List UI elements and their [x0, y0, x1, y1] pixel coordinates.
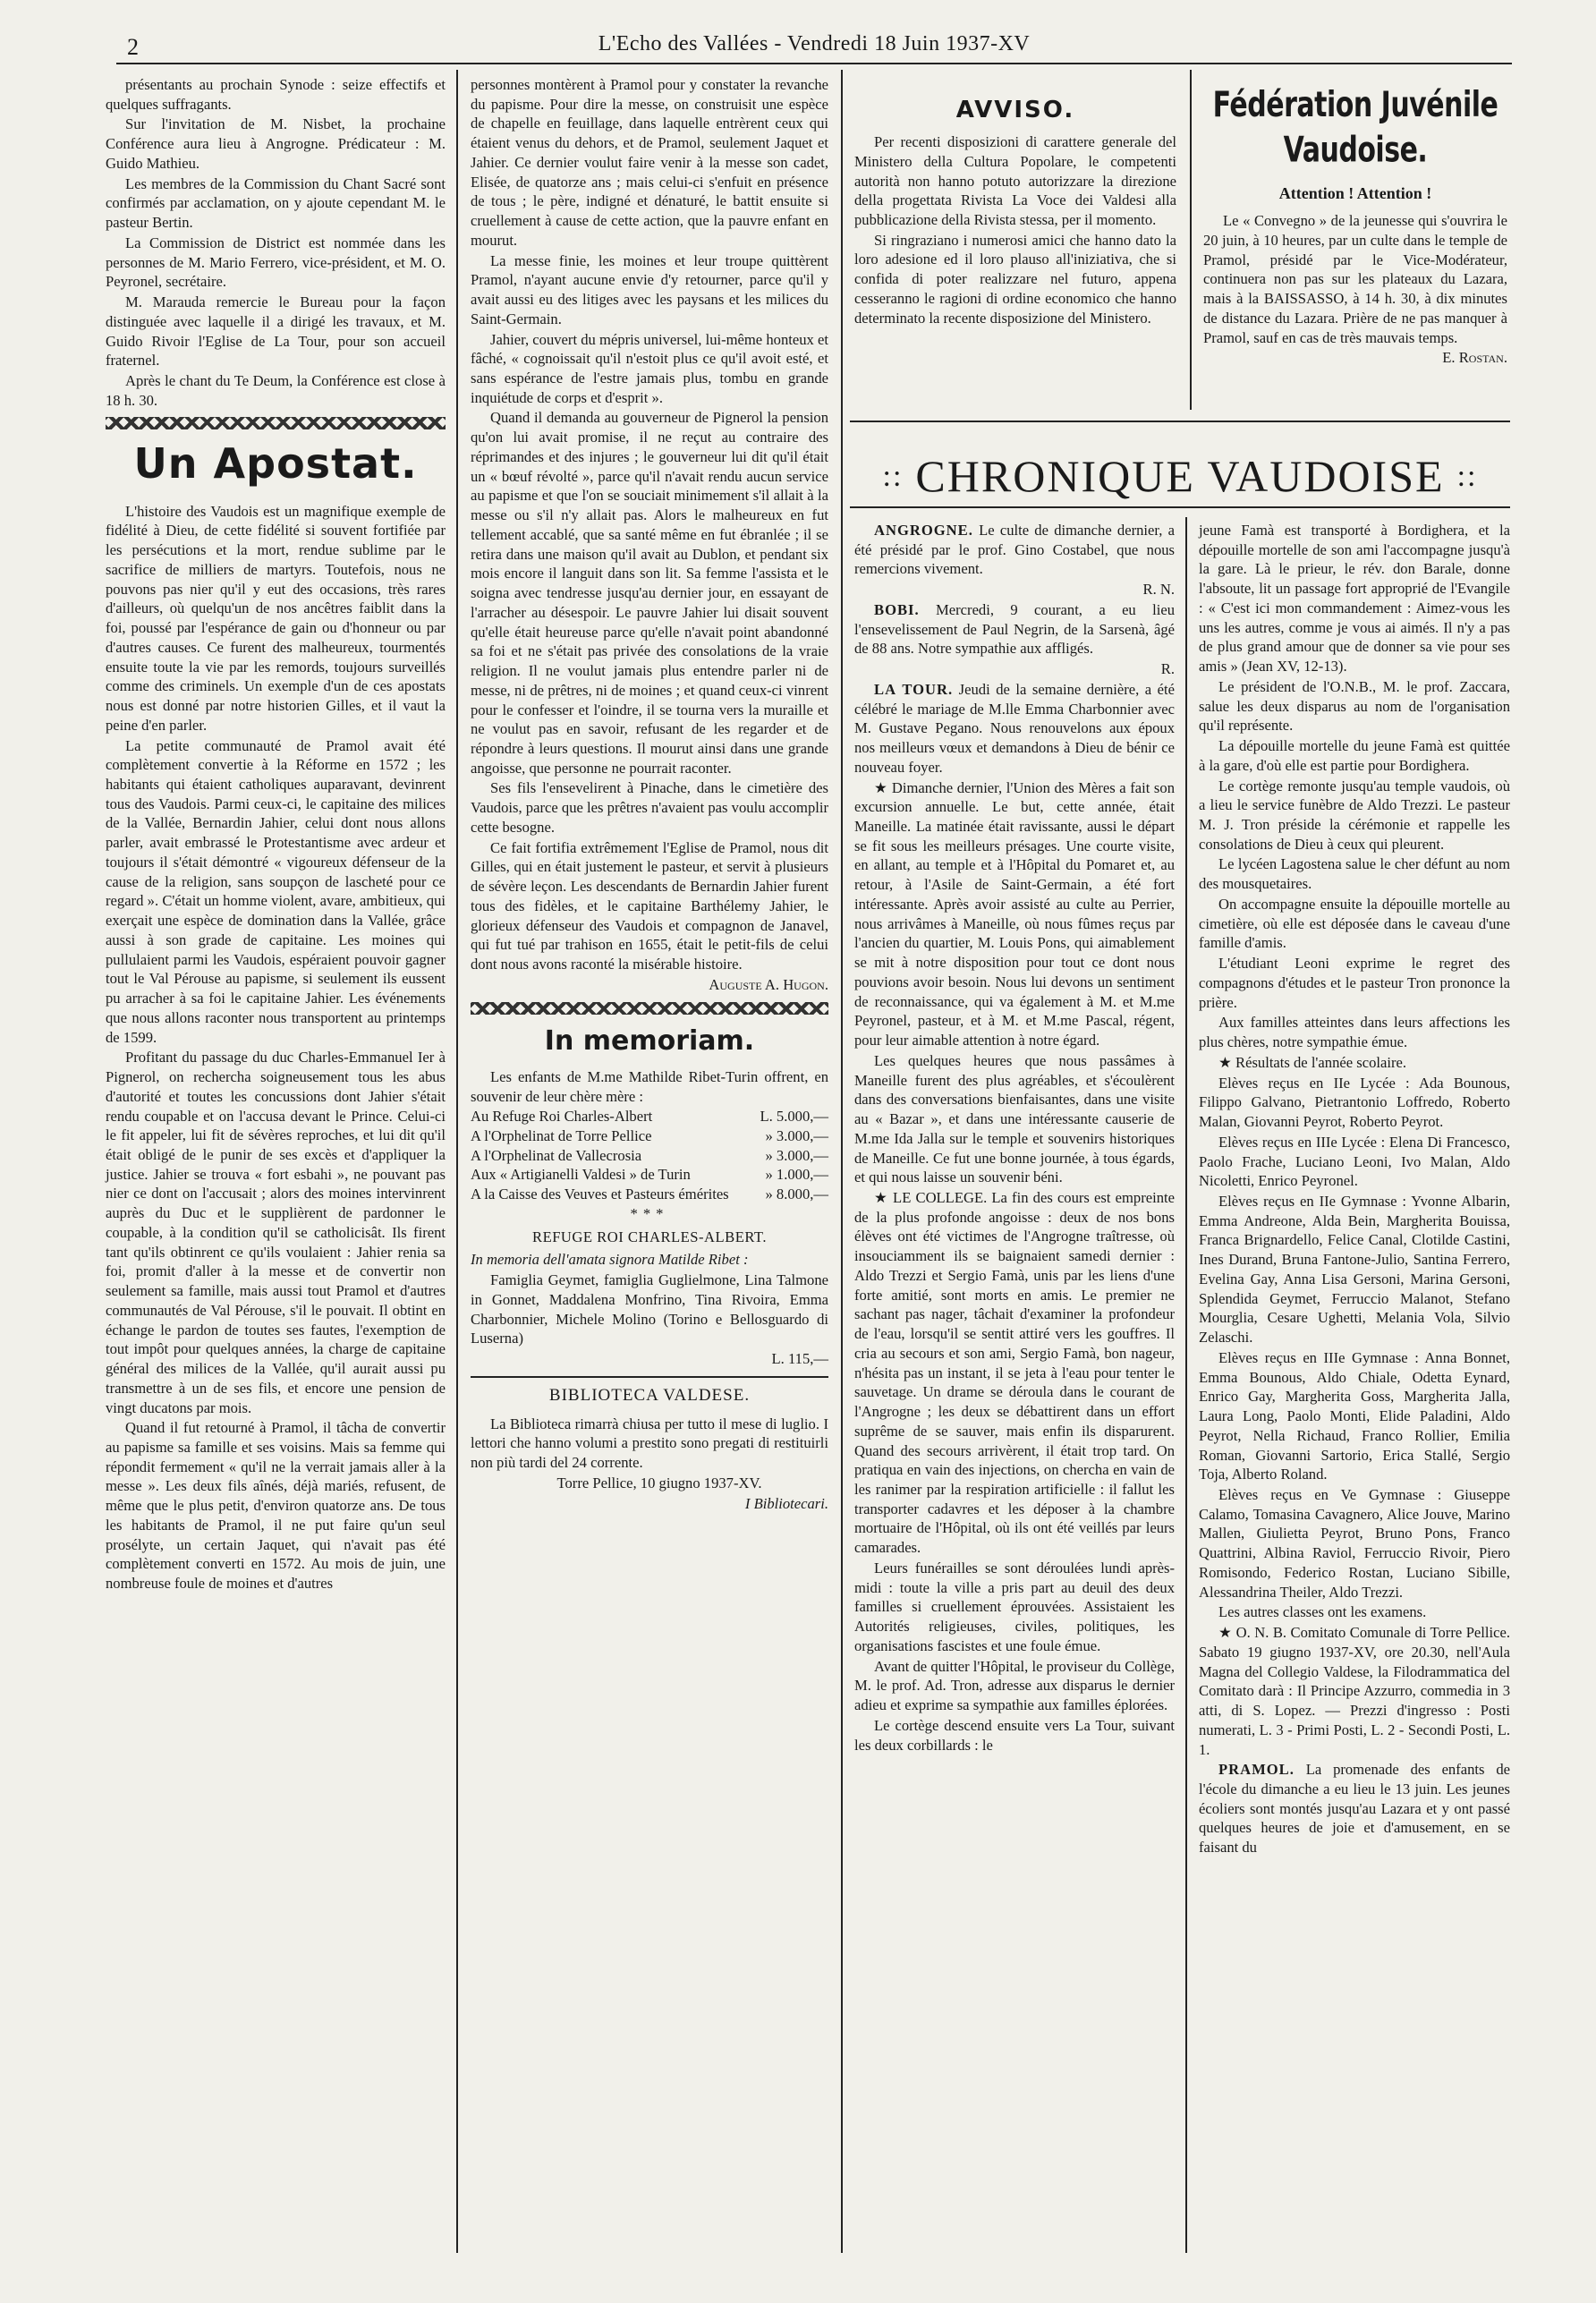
section-rule — [471, 1376, 828, 1378]
news-text: jeune Famà est transporté à Bordighera, et la dépouille mortelle de son ami l'accompagne jusqu'à la gare. Là le prieur, le rév. don Barale, donne l'absoute, lit un passage fort approprié de l'Evangile : « C'est ici mon commandement : Aimez-vous les uns les autres, comme je vous ai aimés. Il n'y a pas de plus grand amour que de donner sa vie pour ses amis » (Jean XV, 12-13). — [1199, 522, 1510, 676]
news-text: Mercredi, 9 courant, a eu lieu l'ensevelissement de Paul Negrin, de la Sarsenà, âgé de 88 ans. Notre sympathie aux affligés. — [854, 600, 1175, 658]
refuge-intro: In memoria dell'amata signora Matilde Ribet : — [471, 1251, 749, 1269]
news-text: Elèves reçus en IIIe Lycée : Elena Di Francesco, Paolo Frache, Luciano Leoni, Ivo Malan, Aldo Nicoletti, Enrico Peyronel. — [1199, 1133, 1510, 1190]
donation-recipient: Aux « Artigianelli Valdesi » de Turin — [471, 1166, 691, 1184]
news-item — [1199, 1602, 1510, 1622]
paragraph: présentants au prochain Synode : seize effectifs et quelques suffragants. — [106, 76, 446, 113]
news-item — [1199, 777, 1510, 854]
news-text: Le lycéen Lagostena salue le cher défunt au nom des mousquetaires. — [1199, 855, 1510, 893]
news-text: Les autres classes ont les examens. — [1218, 1603, 1427, 1621]
federation-notice — [1203, 82, 1507, 369]
news-text: ★ Résultats de l'année scolaire. — [1218, 1053, 1407, 1071]
news-text: Elèves reçus en IIIe Gymnase : Anna Bonnet, Emma Bounous, Aldo Chiale, Odetta Eynard, Enrico Gay, Margherita Goss, Margherita Jalla, Laura Long, Paolo Monti, Elide Paladini, Aldo Peyrot, Nella Richaud, Franco Rollier, Emilia Roman, Giovanni Sartorio, Erica Stallé, Sergio Toja, Alberto Roland. — [1199, 1348, 1510, 1483]
news-signature: R. N. — [1142, 581, 1175, 599]
news-item — [1199, 1348, 1510, 1484]
donation-recipient: A la Caisse des Veuves et Pasteurs émérites — [471, 1185, 729, 1203]
news-item — [1199, 1623, 1510, 1759]
page-number: 2 — [127, 34, 139, 60]
paragraph: La Commission de District est nommée dans les personnes de M. Mario Ferrero, vice-président, et M. O. Peyronel, secrétaire. — [106, 234, 446, 291]
federation-title: Fédération Juvénile Vaudoise. — [1212, 84, 1498, 172]
news-text: Elèves reçus en IIe Gymnase : Yvonne Albarin, Emma Andreone, Alda Bein, Margherita Bouissa, Franca Brignardello, Felice Canal, Clotilde Castini, Ines Durand, Bruna Fantone-Julio, Santina Ferrero, Evelina Gay, Anna Lisa Gersoni, Marina Gersoni, Splendida Geymet, Ferruccio Malanot, Stefano Mourglia, Cesare Ughetti, Melania Vola, Silvio Zelaschi. — [1199, 1192, 1510, 1347]
memoriam-intro: Les enfants de M.me Mathilde Ribet-Turin offrent, en souvenir de leur chère mère : — [471, 1067, 828, 1105]
news-item — [854, 680, 1175, 778]
news-signature: R. — [1160, 660, 1175, 678]
column-2 — [471, 75, 828, 1514]
paragraph: Sur l'invitation de M. Nisbet, la prochaine Conférence aura lieu à Angrogne. Prédicateur : M. Guido Mathieu. — [106, 115, 446, 172]
article-title: Un Apostat. — [133, 439, 418, 489]
news-location: ANGROGNE. — [874, 522, 973, 539]
federation-signature: E. Rostan. — [1442, 349, 1507, 367]
news-text: Le culte de dimanche dernier, a été présidé par le prof. Gino Costabel, que nous remercions vivement. — [854, 522, 1175, 578]
news-text: La dépouille mortelle du jeune Famà est quittée à la gare, d'où elle est partie pour Bordighera. — [1199, 737, 1510, 774]
news-text: Avant de quitter l'Hôpital, le proviseur du Collège, M. le prof. Ad. Tron, adresse aux disparus le dernier adieu et exprime sa sympathie aux familles éplorées. — [854, 1657, 1175, 1714]
news-item — [854, 1559, 1175, 1656]
chronique-column-1 — [854, 521, 1175, 1755]
donation-recipient: A l'Orphelinat de Vallecrosia — [471, 1146, 642, 1164]
column-divider — [841, 70, 843, 2253]
news-item — [854, 1051, 1175, 1187]
title-ornament: :: — [1456, 460, 1478, 493]
news-location: PRAMOL. — [1218, 1761, 1295, 1779]
donation-row — [471, 1126, 828, 1146]
news-location: BOBI. — [874, 600, 920, 618]
column-divider — [1185, 517, 1187, 2253]
paragraph: Quand il demanda au gouverneur de Pignerol la pension qu'on lui avait promise, il ne reçut au contraire des réprimandes et des injures ; le gouverneur lui dit qu'il était un « bœuf révolté », parce qu'il n'avait rendu aucun service au papisme et que l'on se souciait minimement s'il allait à la messe ou s'il n'y allait pas. Alors le malheureux en fut tellement accablé, que sa santé même en fut ébranlée ; il se retira dans une maison qu'il avait au Dublon, et pendant six mois encore il languit dans son lit. Sa femme l'assista et le soigna avec tendresse jusqu'au dernier jour, en essayant de l'arracher au désespoir. Le pauvre Jahier lui disait souvent qu'elle était heureuse parce qu'elle n'avait point abandonné sa foi et ne s'était pas privée des consolations de la vraie religion. Il ne voulut jamais plus entendre parler ni de messe, ni de prêtres, ni de moines ; et quand ceux-ci vinrent pour le confesser et l'oindre, il se tourna vers la muraille et ne voulut pas en savoir, refusant de les regarder et de répondre à leurs questions. Il mourut ainsi dans une grande angoisse, que personne ne pourrait raconter. — [471, 409, 828, 777]
paragraph: personnes montèrent à Pramol pour y constater la revanche du papisme. Pour dire la messe, on construisit une espèce de chapelle en feuillage, dans laquelle entrèrent ceux qui étaient venus du dehors, et de Pramol, seulement Jaquet et Jahier. Ce dernier voulut faire venir à la messe son cadet, Elisée, de quatorze ans ; mais celui-ci s'enfuit en présence de tous ; le père, indigné et dénaturé, le battit ensuite si cruellement à cause de cette action, que la pauvre enfant en mourut. — [471, 76, 828, 249]
news-item — [1199, 1013, 1510, 1051]
section-rule — [850, 421, 1510, 422]
news-text: Le président de l'O.N.B., M. le prof. Zaccara, salue les deux disparus au nom de l'organisation qu'il représente. — [1199, 677, 1510, 735]
donation-amount: » 8.000,— — [765, 1185, 828, 1203]
chronique-column-2 — [1199, 521, 1510, 1858]
memoriam-title: In memoriam. — [544, 1024, 755, 1057]
biblioteca-title: BIBLIOTECA VALDESE. — [548, 1385, 751, 1405]
news-item — [1199, 1074, 1510, 1132]
article-signature: Auguste A. Hugon. — [709, 975, 828, 993]
paragraph: M. Marauda remercie le Bureau pour la façon distinguée avec laquelle il a dirigé les travaux, et M. Guido Rivoir l'Eglise de La Tour, pour son accueil fraternel. — [106, 293, 446, 370]
paragraph: Jahier, couvert du mépris universel, lui-même honteux et fâché, « cognoissait qu'il n'estoit plus ce qu'il avoit esté, et sans espérance de l'estre jamais plus, tombu en grande inquiétude de corps et d'esprit ». — [471, 330, 828, 406]
paragraph: Ses fils l'ensevelirent à Pinache, dans le cimetière des Vaudois, parce que les prêtres n'avaient pas voulu accomplir cette besogne. — [471, 779, 828, 836]
avviso-paragraph: Si ringraziano i numerosi amici che hanno dato la loro adesione ed il loro plauso all'iniziativa, che si confida di poter realizzare nel futuro, appena cesseranno le ragioni di ordine economico che hanno determinato la recente disposizione del Ministero. — [854, 231, 1176, 327]
section-rule — [850, 506, 1510, 508]
ornamental-divider — [471, 1002, 828, 1015]
news-item — [854, 778, 1175, 1050]
news-item — [1199, 954, 1510, 1012]
news-text: On accompagne ensuite la dépouille mortelle au cimetière, où elle est déposée dans le caveau d'une famille d'amis. — [1199, 895, 1510, 952]
news-item — [1199, 1133, 1510, 1191]
news-item — [1199, 895, 1510, 953]
news-item — [1199, 1053, 1510, 1073]
donation-recipient: A l'Orphelinat de Torre Pellice — [471, 1127, 652, 1145]
news-text: ★ O. N. B. Comitato Comunale di Torre Pellice. Sabato 19 giugno 1937-XV, ore 20.30, nell'Aula Magna del Collegio Valdese, la Filodrammatica del Comitato darà : Il Principe Azzurro, commedia in 3 atti, di S. Lopez. — Prezzi d'ingresso : Posti numerati, L. 3 - Primi Posti, L. 2 - Secondi Posti, L. 1. — [1199, 1624, 1510, 1758]
refuge-amount: L. 115,— — [771, 1350, 828, 1368]
donation-list — [471, 1107, 828, 1204]
chronique-title-text: CHRONIQUE VAUDOISE — [915, 451, 1445, 501]
news-text: L'étudiant Leoni exprime le regret des compagnons d'études et le pasteur Tron prononce la prière. — [1199, 955, 1510, 1011]
biblioteca-date: Torre Pellice, 10 giugno 1937-XV. — [556, 1474, 762, 1491]
news-item — [854, 1657, 1175, 1715]
paragraph: La petite communauté de Pramol avait été complètement convertie à la Réforme en 1572 ; les habitants qui étaient catholiques auparavant, devinrent tous des Vaudois. Parmi ceux-ci, le capitaine des milices de la Vallée, Bernardin Jahier, celui dont nous allons parler, avait embrassé le Protestantisme avec ardeur et toujours il s'était démontré « vigoureux défenseur de la cause de la religion, sans soupçon de lascheté pour ce regard ». C'était un homme violent, avare, ambitieux, qui exerçait une espèce de domination dans la Vallée, grâce aussi à son grade de capitaine. Les moines qui pullulaient parmi les Vaudois, espéraient pouvoir gagner tout le Val Pérouse au papisme, si seulement ils eussent pu arracher à sa foi le capitaine Jahier. Les événements que nous allons raconter nous transportent au printemps de 1599. — [106, 736, 446, 1046]
donation-amount: L. 5.000,— — [760, 1108, 828, 1126]
separator-stars: *** — [630, 1204, 669, 1222]
column-divider — [456, 70, 458, 2253]
avviso-notice — [854, 89, 1176, 328]
federation-text: Le « Convegno » de la jeunesse qui s'ouvrira le 20 juin, à 10 heures, par un culte dans le temple de Pramol, présidé par le Vice-Modérateur, continuera non pas sur les plateaux du Lazara, mais à la BAISSASSO, à 14 h. 30, à dix minutes de distance du Lazara. Prière de ne pas manquer à Pramol, sauf en cas de très mauvais temps. — [1203, 212, 1507, 346]
donation-row — [471, 1146, 828, 1166]
donation-row — [471, 1185, 828, 1204]
avviso-paragraph: Per recenti disposizioni di carattere generale del Ministero della Cultura Popolare, le competenti autorità non hanno potuto autorizzare la direzione della progettata Rivista La Voce dei Valdesi alla pubblicazione della Rivista stessa, per il momento. — [854, 133, 1176, 228]
paragraph: Profitant du passage du duc Charles-Emmanuel Ier à Pignerol, on rechercha soigneusement tous les abus d'autorité et toutes les concussions dont Jahier s'était rendu coupable et on l'accusa devant le Prince. Celui-ci le fit appeler, lui fit de sévères reproches, et lui dit qu'il était obligé de le punir de ses excès et d'appliquer la justice. Jahier se trouva « fort esbahi », ne pouvant pas nier ce dont on l'accusait ; alors des moines intervinrent auprès du Duc et le supplièrent de pardonner le coupable, à la condition qu'il se catholicisât. Ils firent tant qu'ils obtinrent ce qu'ils voulaient : Jahier renia sa foi, promit d'aller à la messe et de convertir non seulement sa famille, mais aussi tout Pramol et d'autres communautés de Val Pérouse, s'il le pouvait. Il obtint en échange le pardon de toutes ses fautes, l'exemption de tout impôt pour quelques années, la charge de capitaine général des milices de la Vallée, qu'il aurait aussi pu transmettre à un de ses fils, et encore une pension de vingt ducatons par mois. — [106, 1049, 446, 1416]
masthead: L'Echo des Vallées - Vendredi 18 Juin 1937-XV — [598, 32, 1031, 55]
donation-recipient: Au Refuge Roi Charles-Albert — [471, 1108, 653, 1126]
news-item — [854, 600, 1175, 659]
ornamental-divider — [106, 417, 446, 429]
page-header — [116, 25, 1512, 61]
news-item — [854, 1188, 1175, 1558]
news-text: Le cortège remonte jusqu'au temple vaudois, où a lieu le service funèbre de Aldo Trezzi. Le pasteur M. J. Tron préside la cérémonie et rappelle les consolations de Dieu à ceux qui pleurent. — [1199, 777, 1510, 853]
column-1 — [106, 75, 446, 1594]
news-item — [1199, 677, 1510, 735]
title-ornament: :: — [882, 460, 904, 493]
news-item — [854, 1716, 1175, 1755]
paragraph: L'histoire des Vaudois est un magnifique exemple de fidélité à Dieu, de cette fidélité si souvent fortifiée par les persécutions et la mort, rendue sublime par le sacrifice de milliers de martyrs. Toutefois, nous ne pouvons pas nier qu'il y eut des occasions, très rares d'ailleurs, où quelqu'un de nos ancêtres faiblit dans la foi, poussé par l'espérance de gain ou d'honneur ou par d'autres causes. Ce furent des malheureux, tourmentés ensuite toute la vie par les remords, toujours surveillés comme des criminels. Un exemple d'un de ces apostats nous est donné par notre historien Gilles, et il vaut la peine d'en parler. — [106, 502, 446, 734]
paragraph: Quand il fut retourné à Pramol, il tâcha de convertir au papisme sa famille et ses voisins. Mais sa femme qui répondit fermement « qu'il ne la verrait jamais aller à la messe ». Les deux fils aînés, déjà mariés, refusent, de même que le plus petit, d'environ quatorze ans. De tous les habitants de Pramol, il ne put faire qu'un seul prosélyte, un certain Jaquet, qui n'avait pas été complètement converti en 1572. Au mois de juin, une nombreuse foule de moines et d'autres — [106, 1419, 446, 1593]
conference-report — [106, 75, 446, 410]
attention-heading: Attention ! Attention ! — [1278, 183, 1432, 202]
news-item — [1199, 736, 1510, 775]
header-rule — [116, 63, 1512, 64]
news-text: ★ Dimanche dernier, l'Union des Mères a fait son excursion annuelle. Le but, cette année, était Maneille. La matinée était ravissante, aussi le départ se fit sous les meilleurs présages. Une courte visite, en allant, au temple et à l'Hôpital du Pomaret et, au retour, à l'Asile de Saint-Germain, a été fort intéressante. Après avoir assisté au culte au Perrier, nous arrivâmes à Maneille, où nous fûmes reçus par l'ancien du quartier, M. Louis Pons, qui aimablement se mit à notre disposition pour tout ce dont nous pouvions avoir besoin. Nous lui devons un sentiment de reconnaissance, qui va également à M. et M.me Peyronel, pasteur, et à M. et M.me Pascal, régent, pour leur aimable attention à notre égard. — [854, 778, 1175, 1050]
news-text: Elèves reçus en IIe Lycée : Ada Bounous, Filippo Galvano, Pietrantonio Loffredo, Roberto Malan, Giovanni Peyrot, Roberto Peyrot. — [1199, 1074, 1510, 1131]
news-text: Aux familles atteintes dans leurs affections les plus chères, notre sympathie émue. — [1199, 1014, 1510, 1051]
news-text: La promenade des enfants de l'école du dimanche a eu lieu le 13 juin. Les jeunes écoliers sont montés jusqu'au Lazara et y ont passé quelques heures de joie et d'amusement, en se faisant du — [1199, 1761, 1510, 1857]
refuge-title: REFUGE ROI CHARLES-ALBERT. — [532, 1228, 767, 1245]
avviso-title: AVVISO. — [955, 97, 1075, 123]
news-item — [1199, 854, 1510, 893]
news-item — [854, 521, 1175, 579]
chronique-title — [850, 447, 1510, 503]
news-item — [1199, 1192, 1510, 1347]
article-body — [106, 502, 446, 1593]
news-item — [1199, 521, 1510, 676]
paragraph: Ce fait fortifia extrêmement l'Eglise de Pramol, nous dit Gilles, qui en était justement le pasteur, et servit à plusieurs de sévère leçon. Les descendants de Bernardin Jahier furent tous des fidèles, et le capitaine Barthélemy Jahier, le glorieux défenseur des Vaudois et compagnon de Janavel, qui fut tué par trahison en 1655, était le petit-fils de celui dont nous avons raconté la misérable histoire. — [471, 838, 828, 973]
news-item — [1199, 1485, 1510, 1602]
biblioteca-text: La Biblioteca rimarrà chiusa per tutto il mese di luglio. I lettori che hanno volumi a prestito sono pregati di restituirli non più tardi del 24 corrente. — [471, 1415, 828, 1472]
news-text: Les quelques heures que nous passâmes à Maneille furent des plus agréables, et s'écoulèrent dans des conversations bienfaisantes, dans une visite au « Bazar », et dans une intéressante causerie de M.me Ida Jalla sur le temple et souvenirs historiques de Maneille. Ce fut une bonne journée, à tous égards, et qui nous laisse un souvenir béni. — [854, 1051, 1175, 1186]
donation-amount: » 3.000,— — [765, 1127, 828, 1145]
news-text: Leurs funérailles se sont déroulées lundi après-midi : toute la ville a pris part au deuil des deux familles si cruellement éprouvées. Assistaient les Autorités religieuses, civiles, politiques, les organisations fascistes et une foule émue. — [854, 1559, 1175, 1654]
news-text: ★ LE COLLEGE. La fin des cours est empreinte de la plus profonde angoisse : deux de nos bons élèves ont été victimes de l'Angrogne traîtresse, où insouciamment ils se baignaient samedi dernier : Aldo Trezzi et Sergio Famà, unis par les liens d'une forte amitié, sont morts en amis. Le premier ne sachant pas nager, tâchait d'examiner la profondeur de l'eau, lorsqu'il se sentit attiré vers les gouffres. Il cria au secours et son ami, Sergio Famà, bon nageur, n'hésita pas un instant, il se jeta à l'eau pour tenter le sauvetage. Un drame se déroula dans le courant de l'Angrogne ; les deux se débattirent dans un effort suprême de se sauver, mais enfin ils disparurent. Quand des secours arrivèrent, il était trop tard. On pratiqua en vain des injections, on chercha en vain de les ranimer par la respiration artificielle : il fallut les transporter cadavres et les déposer à la chambre mortuaire de l'Hôpital, où ils ont été veillés par leurs camarades. — [854, 1188, 1175, 1557]
article-continuation — [471, 75, 828, 974]
paragraph: Après le chant du Te Deum, la Conférence est close à 18 h. 30. — [106, 372, 446, 409]
news-item — [1199, 1760, 1510, 1857]
donation-row — [471, 1165, 828, 1185]
news-text: Elèves reçus en Ve Gymnase : Giuseppe Calamo, Tomasina Cavagnero, Alice Jouve, Marino Mallen, Giulietta Peyrot, Bruno Pons, Franco Quattrini, Albina Raviol, Ferruccio Rivoir, Piero Romisondo, Federico Rostan, Luciano Sibille, Alessandrina Theiler, Aldo Trezzi. — [1199, 1485, 1510, 1601]
donation-amount: » 3.000,— — [765, 1146, 828, 1164]
paragraph: La messe finie, les moines et leur troupe quittèrent Pramol, n'ayant aucune envie d'y retourner, parce qu'il y avait aussi eu des litiges avec les paysans et les milices du Saint-Germain. — [471, 251, 828, 327]
donation-amount: » 1.000,— — [765, 1166, 828, 1184]
news-location: LA TOUR. — [874, 680, 954, 698]
paragraph: Les membres de la Commission du Chant Sacré sont confirmés par acclamation, on y ajoute cependant M. le pasteur Bertin. — [106, 174, 446, 232]
news-text: Jeudi de la semaine dernière, a été célébré le mariage de M.lle Emma Charbonnier avec M. Gustave Pegano. Nous renouvelons aux époux nos meilleurs vœux et demandons à Dieu de bénir ce nouveau foyer. — [854, 680, 1176, 776]
donation-row — [471, 1107, 828, 1126]
refuge-donors: Famiglia Geymet, famiglia Guglielmone, Lina Talmone in Gonnet, Maddalena Monfrino, Tina Rivoira, Emma Charbonnier, Michele Molino (Torino e Bellosguardo di Luserna) — [471, 1271, 828, 1347]
biblioteca-signature: I Bibliotecari. — [744, 1494, 828, 1512]
news-text: Le cortège descend ensuite vers La Tour, suivant les deux corbillards : le — [854, 1716, 1175, 1754]
column-divider — [1190, 70, 1192, 410]
